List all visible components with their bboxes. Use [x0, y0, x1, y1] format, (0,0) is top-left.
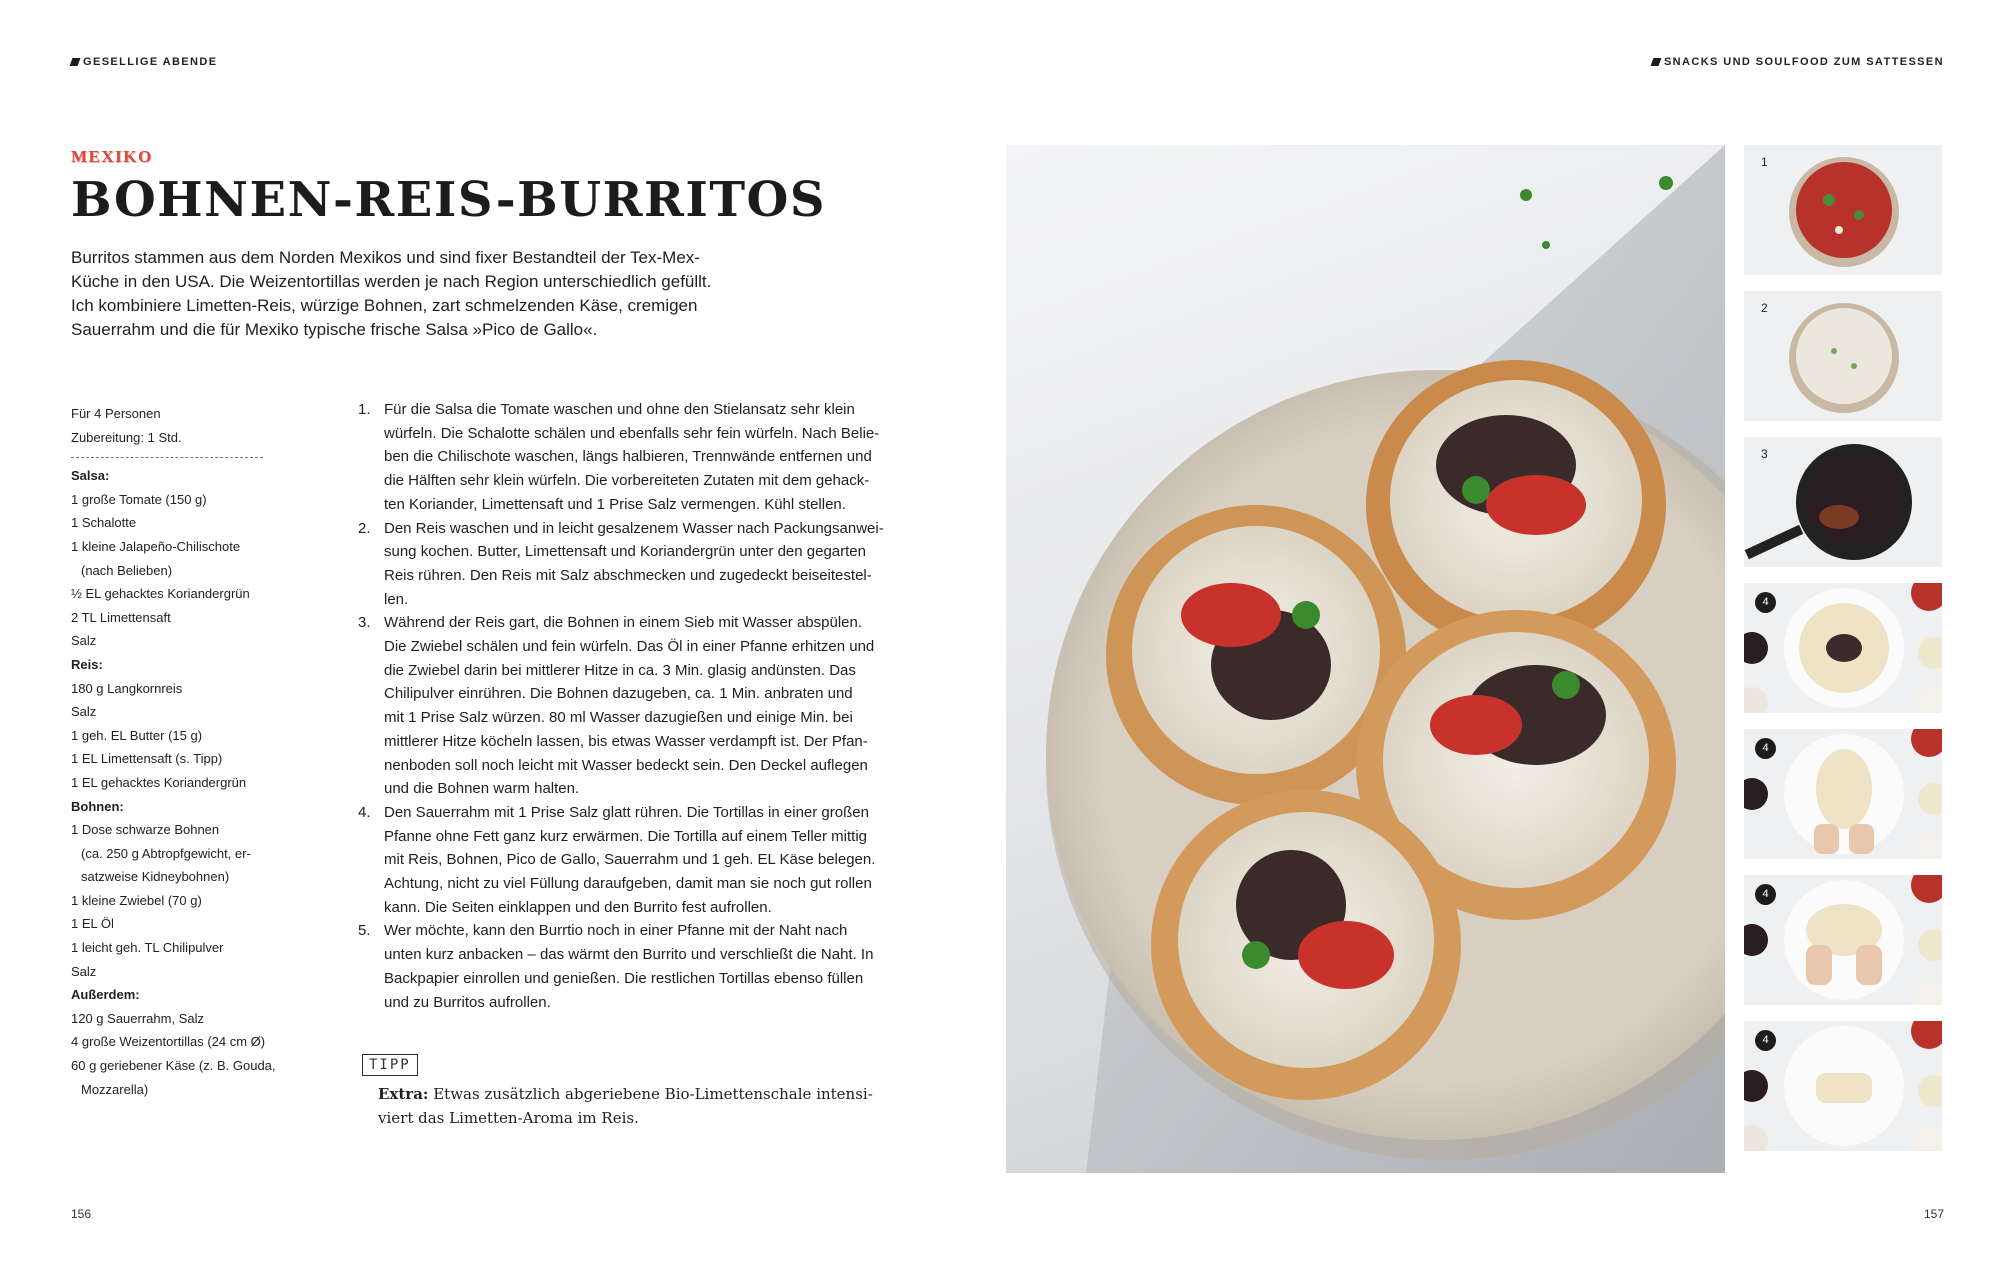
- step-thumbnail-3: [1744, 437, 1942, 567]
- step-text-line: Für die Salsa die Tomate waschen und ohne den Stielansatz sehr klein: [384, 401, 855, 418]
- tip-line-2: viert das Limetten-Aroma im Reis.: [378, 1108, 639, 1127]
- burrito-photo: [1006, 145, 1725, 1173]
- step-text-line: nenboden soll noch leicht mit Wasser bedeckt sein. Den Deckel auflegen: [384, 756, 868, 774]
- step-number: 1.: [358, 401, 371, 418]
- ingredient-item: (ca. 250 g Abtropfgewicht, er-: [81, 845, 251, 861]
- step-text-line: die Hälften sehr klein würfeln. Die vorbereiteten Zutaten mit dem gehack-: [384, 472, 870, 490]
- page-number-left: 156: [71, 1207, 92, 1221]
- section-marker-icon: [1650, 58, 1661, 66]
- burrito-photo-illustration: [1006, 145, 1725, 1173]
- intro-line: Burritos stammen aus dem Norden Mexikos und sind fixer Bestandteil der Tex-Mex-: [71, 248, 700, 267]
- page-number-right: 157: [1923, 1207, 1944, 1221]
- tip-line: [378, 1083, 873, 1107]
- ingredient-group-heading: Salsa:: [71, 468, 110, 484]
- step-thumbnail-4a: [1744, 583, 1942, 713]
- ingredient-item: 180 g Langkornreis: [71, 680, 183, 696]
- running-head-left-text: GESELLIGE ABENDE: [83, 56, 218, 68]
- step-text-line: mit 1 Prise Salz würzen. 80 ml Wasser dazugießen und einige Min. bei: [384, 709, 853, 727]
- intro-line: Ich kombiniere Limetten-Reis, würzige Bohnen, zart schmelzenden Käse, cremigen: [71, 296, 698, 315]
- instructions-list: [358, 398, 928, 1014]
- instruction-step: [358, 611, 928, 801]
- instruction-step: [358, 517, 928, 612]
- ingredient-item: Salz: [71, 963, 97, 979]
- instruction-step: [358, 398, 928, 517]
- ingredient-group-heading: Außerdem:: [71, 987, 140, 1003]
- step-text-line: und zu Burritos aufrollen.: [384, 993, 551, 1011]
- step-text-line: Während der Reis gart, die Bohnen in einem Sieb mit Wasser abspülen.: [384, 614, 863, 632]
- ingredients-column: [71, 402, 301, 1101]
- ingredient-item: Salz: [71, 704, 97, 720]
- thumbnail-number: 4: [1755, 738, 1776, 759]
- intro-line: Sauerrahm und die für Mexiko typische frische Salsa »Pico de Gallo«.: [71, 320, 598, 339]
- tip-line-1: Etwas zusätzlich abgeriebene Bio-Limettenschale intensi-: [428, 1085, 873, 1103]
- ingredient-item: 1 Schalotte: [71, 515, 137, 531]
- step-text-line: unten kurz anbacken – das wärmt den Burrito und verschließt die Naht. In: [384, 946, 874, 964]
- tip-bold: Extra:: [378, 1085, 429, 1103]
- ingredient-item: satzweise Kidneybohnen): [81, 869, 230, 885]
- ingredient-item: 1 EL Öl: [71, 916, 114, 932]
- step-text-line: sung kochen. Butter, Limettensaft und Koriandergrün unter den gegarten: [384, 543, 866, 561]
- servings: Für 4 Personen: [71, 406, 161, 421]
- step-text-line: Chilipulver einrühren. Die Bohnen dazugeben, ca. 1 Min. anbraten und: [384, 685, 853, 703]
- thumbnail-number: 2: [1761, 301, 1768, 315]
- ingredient-group-heading: Bohnen:: [71, 798, 124, 814]
- step-text-line: kann. Die Seiten einklappen und den Burrito fest aufrollen.: [384, 898, 772, 916]
- step-thumbnail-4b: [1744, 729, 1942, 859]
- ingredient-item: 120 g Sauerrahm, Salz: [71, 1010, 204, 1026]
- tip-label: TIPP: [362, 1054, 418, 1076]
- burrito-piece: [1151, 790, 1461, 1100]
- thumbnail-number: 4: [1755, 884, 1776, 905]
- step-text-line: Reis rühren. Den Reis mit Salz abschmecken und zugedeckt beiseitestel-: [384, 566, 872, 584]
- ingredient-item: 1 große Tomate (150 g): [71, 491, 207, 507]
- step-text-line: len.: [384, 590, 409, 608]
- step-text-line: Backpapier einrollen und genießen. Die restlichen Tortillas ebenso füllen: [384, 969, 864, 987]
- step-text-line: Wer möchte, kann den Burrtio noch in einer Pfanne mit der Naht nach: [384, 922, 848, 940]
- thumbnail-number: 1: [1761, 155, 1768, 169]
- step-text-line: und die Bohnen warm halten.: [384, 780, 580, 798]
- step-text-line: Achtung, nicht zu viel Füllung daraufgeben, damit man sie noch gut rollen: [384, 875, 872, 893]
- intro-paragraph: [71, 246, 771, 342]
- running-head-right-text: SNACKS UND SOULFOOD ZUM SATTESSEN: [1663, 56, 1944, 68]
- thumbnail-number: 4: [1755, 1030, 1776, 1051]
- step-thumbnail-4d: [1744, 1021, 1942, 1151]
- burrito-piece: [1366, 360, 1666, 650]
- step-number: 3.: [358, 614, 371, 632]
- ingredient-item: 1 leicht geh. TL Chilipulver: [71, 940, 224, 956]
- thumbnail-number: 3: [1761, 447, 1768, 461]
- step-thumbnail-2: [1744, 291, 1942, 421]
- step-text-line: Den Reis waschen und in leicht gesalzenem Wasser nach Packungsanwei-: [384, 519, 884, 537]
- step-thumbnail-4c: [1744, 875, 1942, 1005]
- ingredient-item: 1 geh. EL Butter (15 g): [71, 727, 203, 743]
- ingredient-list: [71, 464, 301, 1101]
- page-title: BOHNEN-REIS-BURRITOS: [71, 172, 827, 228]
- intro-line: Küche in den USA. Die Weizentortillas werden je nach Region unterschiedlich gefüllt.: [71, 272, 712, 291]
- instruction-step: [358, 919, 928, 1014]
- step-text-line: Pfanne ohne Fett ganz kurz erwärmen. Die Tortilla auf einem Teller mittig: [384, 827, 868, 845]
- step-text-line: ben die Chilischote waschen, längs halbieren, Trennwände entfernen und: [384, 448, 872, 466]
- running-head-left: [71, 56, 217, 68]
- step-text-line: würfeln. Die Schalotte schälen und ebenfalls sehr fein würfeln. Nach Belie-: [384, 424, 880, 442]
- ingredient-item: Salz: [71, 633, 97, 649]
- step-text-line: mit Reis, Bohnen, Pico de Gallo, Sauerrahm und 1 geh. EL Käse belegen.: [384, 851, 876, 869]
- region-label: MEXIKO: [71, 147, 153, 166]
- section-marker-icon: [70, 58, 81, 66]
- step-number: 5.: [358, 922, 371, 940]
- step-number: 4.: [358, 803, 371, 821]
- prep-time: Zubereitung: 1 Std.: [71, 429, 182, 445]
- thumbnail-number: 4: [1755, 592, 1776, 613]
- step-thumbnail-1: [1744, 145, 1942, 275]
- ingredient-item: 1 kleine Zwiebel (70 g): [71, 892, 202, 908]
- ingredient-item: ½ EL gehacktes Koriandergrün: [71, 586, 250, 602]
- step-text-line: die Zwiebel darin bei mittlerer Hitze in ca. 3 Min. glasig andünsten. Das: [384, 661, 856, 679]
- step-text-line: Den Sauerrahm mit 1 Prise Salz glatt rühren. Die Tortillas in einer großen: [384, 803, 869, 821]
- ingredient-item: 2 TL Limettensaft: [71, 609, 171, 625]
- step-text-line: ten Koriander, Limettensaft und 1 Prise Salz vermengen. Kühl stellen.: [384, 495, 846, 513]
- running-head-right: [1652, 56, 1944, 68]
- ingredient-item: 1 EL gehacktes Koriandergrün: [71, 774, 247, 790]
- ingredient-item: (nach Belieben): [81, 562, 173, 578]
- instruction-step: [358, 801, 928, 920]
- ingredient-item: 60 g geriebener Käse (z. B. Gouda,: [71, 1058, 276, 1074]
- dashed-divider: [71, 457, 263, 458]
- tip-text: [378, 1083, 873, 1130]
- ingredient-group-heading: Reis:: [71, 656, 103, 672]
- ingredient-item: 1 kleine Jalapeño-Chilischote: [71, 538, 241, 554]
- ingredient-item: 1 Dose schwarze Bohnen: [71, 822, 220, 838]
- ingredient-item: 1 EL Limettensaft (s. Tipp): [71, 751, 223, 767]
- step-text-line: Die Zwiebel schälen und fein würfeln. Das Öl in einer Pfanne erhitzen und: [384, 638, 875, 656]
- step-text-line: mittlerer Hitze köcheln lassen, bis etwas Wasser verdampft ist. Der Pfan-: [384, 732, 868, 750]
- ingredient-item: 4 große Weizentortillas (24 cm Ø): [71, 1034, 266, 1050]
- step-number: 2.: [358, 519, 371, 537]
- ingredient-item: Mozzarella): [81, 1081, 149, 1097]
